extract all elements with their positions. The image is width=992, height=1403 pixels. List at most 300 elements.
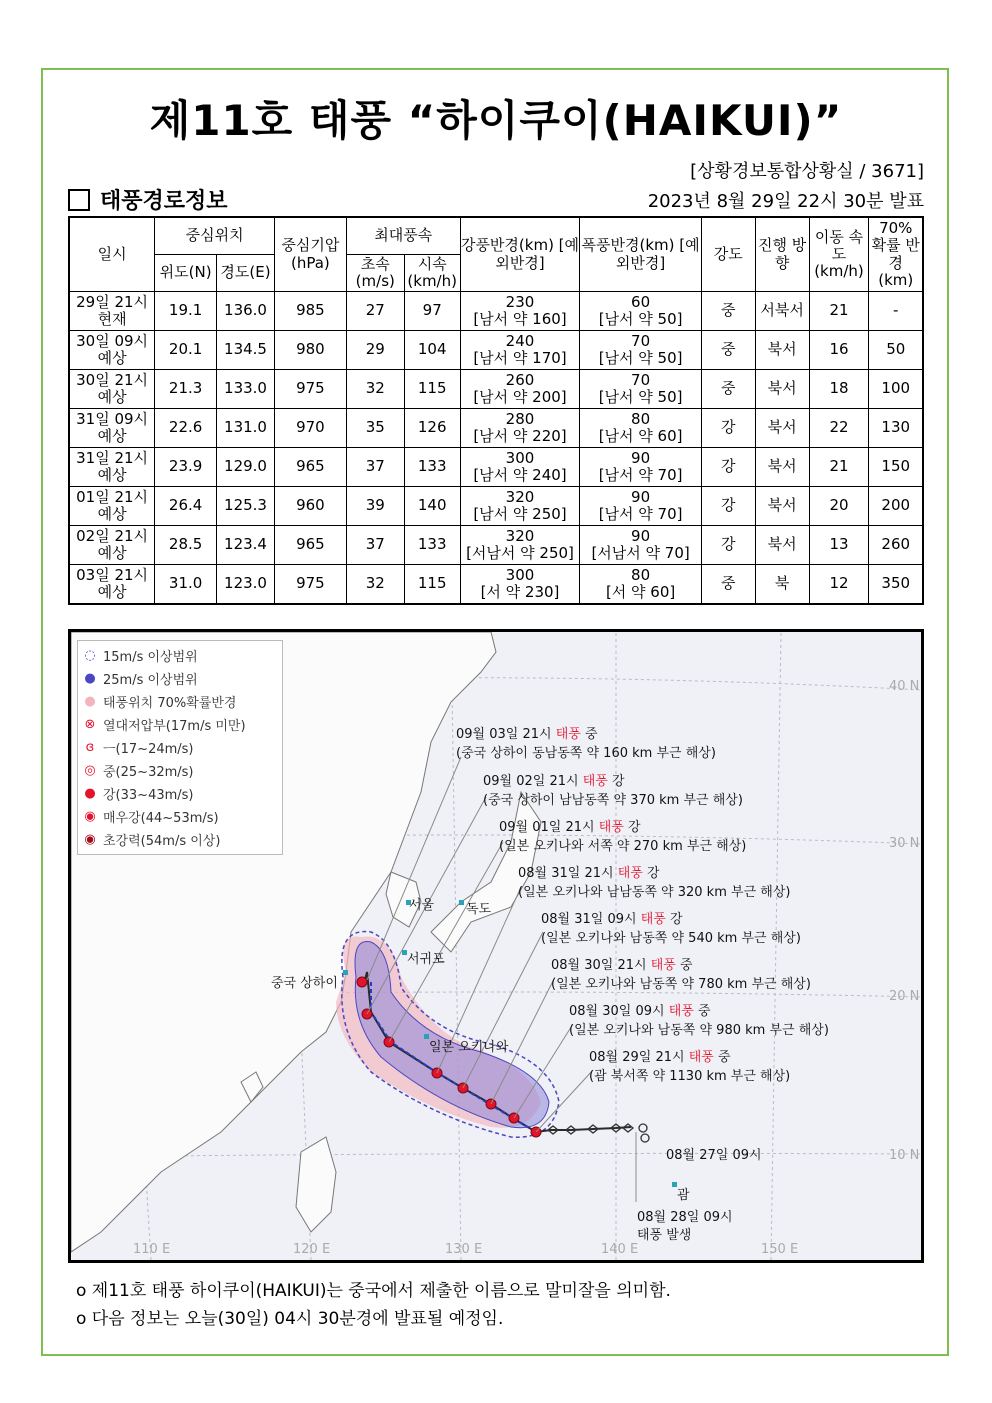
track-label-desc: (일본 오키나와 남남동쪽 약 320 km 부근 해상) — [518, 885, 791, 900]
track-label-desc: (일본 오키나와 남동쪽 약 540 km 부근 해상) — [541, 931, 801, 946]
date-cell-sub: 예상 — [97, 349, 127, 367]
ms-cell — [346, 370, 404, 409]
direction-cell — [755, 331, 809, 370]
intensity-cell-value: 강 — [721, 457, 736, 476]
speed-cell — [809, 526, 869, 565]
header-prob-radius: 70% 확률 반경 (km) — [869, 217, 923, 292]
pressure-cell-value: 965 — [296, 535, 325, 554]
storm-cell-sub: [남서 약 70] — [598, 466, 683, 484]
strong-cell-sub: [남서 약 240] — [473, 466, 567, 484]
date-cell — [69, 331, 155, 370]
header-max-wind: 최대풍속 — [346, 217, 460, 255]
date-cell — [69, 409, 155, 448]
intensity-cell-value: 강 — [721, 535, 736, 554]
speed-cell — [809, 292, 869, 331]
date-cell — [69, 526, 155, 565]
date-cell-value: 31일 21시 — [76, 448, 149, 467]
table-row — [69, 487, 923, 526]
lon-cell — [217, 370, 275, 409]
ms-cell — [346, 487, 404, 526]
storm-cell-sub: [남서 약 50] — [598, 388, 683, 406]
speed-cell — [809, 370, 869, 409]
storm-cell — [580, 565, 702, 605]
storm-cell — [580, 331, 702, 370]
kmh-cell — [404, 526, 460, 565]
strong-cell-sub: [남서 약 160] — [473, 310, 567, 328]
lat-cell-value: 21.3 — [168, 379, 203, 398]
lon-cell — [217, 487, 275, 526]
prob-cell — [869, 565, 923, 605]
strong-cell-value: 230 — [505, 292, 535, 311]
header-time: 일시 — [69, 217, 155, 292]
track-label — [569, 1000, 829, 1038]
date-cell — [69, 292, 155, 331]
lat-cell-value: 20.1 — [168, 340, 203, 359]
table-row — [69, 331, 923, 370]
storm-cell-sub: [남서 약 70] — [598, 505, 683, 523]
pressure-cell — [274, 370, 346, 409]
strong-cell — [460, 487, 580, 526]
track-label-desc: (괌 북서쪽 약 1130 km 부근 해상) — [589, 1069, 791, 1084]
date-cell-sub: 예상 — [97, 505, 127, 523]
speed-cell-value: 16 — [829, 340, 849, 359]
intensity-cell-value: 강 — [721, 496, 736, 515]
lon-cell — [217, 565, 275, 605]
pressure-cell — [274, 292, 346, 331]
track-label-time: 08월 31일 21시 — [518, 866, 618, 881]
prob-cell — [869, 370, 923, 409]
lat-cell — [155, 370, 217, 409]
header-strong-radius: 강풍반경(km) [예외반경] — [460, 217, 580, 292]
table-row — [69, 409, 923, 448]
ms-cell-value: 32 — [365, 379, 385, 398]
lat-cell — [155, 526, 217, 565]
track-label-desc: (일본 오키나와 남동쪽 약 780 km 부근 해상) — [551, 977, 811, 992]
direction-cell — [755, 526, 809, 565]
lon-cell — [217, 331, 275, 370]
track-label-desc: (중국 상하이 남남동쪽 약 370 km 부근 해상) — [483, 793, 743, 808]
storm-cell — [580, 448, 702, 487]
legend-item: ◌ 15m/s 이상범위 — [82, 644, 278, 667]
header-pressure: 중심기압 (hPa) — [274, 217, 346, 292]
lon-label: 150 E — [761, 1242, 799, 1257]
dokdo-marker — [459, 900, 464, 905]
speed-cell-value: 22 — [829, 418, 849, 437]
date-cell-sub: 예상 — [97, 388, 127, 406]
blue-circle-icon: ● — [84, 671, 96, 686]
note-2: o 다음 정보는 오늘(30일) 04시 30분경에 발표될 예정임. — [76, 1309, 504, 1329]
track-label-grade: 강 — [665, 912, 683, 927]
direction-cell — [755, 409, 809, 448]
track-label-time: 09월 02일 21시 — [483, 774, 583, 789]
date-cell-value: 02일 21시 — [76, 526, 149, 545]
track-label-grade: 중 — [693, 1004, 711, 1019]
header-lon: 경도(E) — [217, 255, 275, 292]
speed-cell-value: 20 — [829, 496, 849, 515]
lon-cell — [217, 448, 275, 487]
intensity-cell-value: 중 — [721, 340, 736, 359]
track-label-grade: 강 — [607, 774, 625, 789]
track-label-type: 태풍 — [640, 912, 666, 927]
track-table — [68, 216, 924, 605]
speed-cell — [809, 409, 869, 448]
lat-cell-value: 22.6 — [168, 418, 203, 437]
date-cell-sub: 예상 — [97, 466, 127, 484]
strong-cell — [460, 292, 580, 331]
kmh-cell — [404, 331, 460, 370]
direction-cell-value: 북서 — [767, 457, 797, 476]
typhoon-map — [68, 629, 924, 1263]
track-label — [551, 954, 811, 992]
strong-cell-value: 240 — [505, 331, 535, 350]
storm-cell-value: 80 — [631, 565, 651, 584]
note-1: o 제11호 태풍 하이쿠이(HAIKUI)는 중국에서 제출한 이름으로 말미잘을 의미함. — [76, 1281, 671, 1301]
kmh-cell-value: 126 — [417, 418, 447, 437]
direction-cell — [755, 448, 809, 487]
pressure-cell — [274, 565, 346, 605]
storm-cell — [580, 487, 702, 526]
prob-cell-value: 260 — [881, 535, 911, 554]
lat-cell-value: 31.0 — [168, 574, 203, 593]
legend-item: ● 강(33~43m/s) — [82, 782, 278, 805]
date-cell-sub: 예상 — [97, 427, 127, 445]
dotted-circle-icon: ◌ — [84, 648, 96, 663]
strong-cell-value: 260 — [505, 370, 535, 389]
table-row — [69, 565, 923, 605]
header-speed: 이동 속도 (km/h) — [809, 217, 869, 292]
intensity-cell — [701, 409, 755, 448]
intensity-cell — [701, 487, 755, 526]
lon-cell-value: 125.3 — [224, 496, 267, 515]
date-cell-sub: 예상 — [97, 583, 127, 601]
strong-cell-sub: [서 약 230] — [480, 583, 560, 601]
intensity-cell — [701, 565, 755, 605]
lat-label: 10 N — [889, 1148, 920, 1163]
pressure-cell-value: 980 — [296, 340, 325, 359]
ms-cell-value: 37 — [365, 535, 385, 554]
ms-cell — [346, 565, 404, 605]
legend-item: ◉ 매우강(44~53m/s) — [82, 805, 278, 828]
lat-cell — [155, 409, 217, 448]
lon-cell-value: 133.0 — [224, 379, 267, 398]
lon-cell-value: 136.0 — [224, 301, 267, 320]
prob-cell — [869, 487, 923, 526]
track-label-grade: 강 — [642, 866, 660, 881]
header-lat: 위도(N) — [155, 255, 217, 292]
track-label-time: 08월 30일 09시 — [569, 1004, 669, 1019]
lat-label: 20 N — [889, 989, 920, 1004]
pressure-cell — [274, 448, 346, 487]
pressure-cell-value: 975 — [296, 574, 325, 593]
kmh-cell-value: 133 — [417, 457, 447, 476]
place-shanghai: 중국 상하이 — [271, 976, 338, 991]
prob-cell — [869, 292, 923, 331]
track-label — [541, 908, 801, 946]
lat-cell-value: 23.9 — [168, 457, 203, 476]
prob-cell-value: 130 — [881, 418, 911, 437]
kmh-cell-value: 104 — [417, 340, 447, 359]
strong-cell — [460, 370, 580, 409]
track-label-type: 태풍 — [668, 1004, 694, 1019]
date-cell — [69, 487, 155, 526]
prob-cell-value: 350 — [881, 574, 911, 593]
strong-cell — [460, 526, 580, 565]
speed-cell-value: 18 — [829, 379, 849, 398]
lat-cell-value: 28.5 — [168, 535, 203, 554]
intensity-cell — [701, 370, 755, 409]
legend-item: ● 태풍위치 70%확률반경 — [82, 690, 278, 713]
storm-cell-value: 70 — [631, 331, 651, 350]
date-cell-value: 30일 21시 — [76, 370, 149, 389]
strong-cell-sub: [남서 약 220] — [473, 427, 567, 445]
storm-cell — [580, 409, 702, 448]
lon-cell — [217, 409, 275, 448]
header-direction: 진행 방향 — [755, 217, 809, 292]
prob-cell-value: 150 — [881, 457, 911, 476]
strong-cell-sub: [남서 약 250] — [473, 505, 567, 523]
strong-cell — [460, 331, 580, 370]
map-legend — [77, 640, 283, 855]
lon-cell-value: 129.0 — [224, 457, 267, 476]
storm-cell-sub: [서남서 약 70] — [591, 544, 690, 562]
speed-cell — [809, 565, 869, 605]
ms-cell-value: 29 — [365, 340, 385, 359]
storm-cell-sub: [남서 약 50] — [598, 310, 683, 328]
track-label-type: 태풍 — [598, 820, 624, 835]
ms-cell-value: 27 — [365, 301, 385, 320]
storm-cell — [580, 526, 702, 565]
track-label-desc: (일본 오키나와 서쪽 약 270 km 부근 해상) — [499, 839, 747, 854]
typhoon-strong-icon: ● — [84, 786, 96, 801]
pressure-cell-value: 960 — [296, 496, 325, 515]
legend-item: ● 25m/s 이상범위 — [82, 667, 278, 690]
storm-cell-value: 90 — [631, 526, 651, 545]
x-circle-icon: ⊗ — [84, 717, 96, 732]
table-row — [69, 526, 923, 565]
typhoon-medium-icon: ◎ — [84, 763, 96, 778]
strong-cell-value: 300 — [505, 565, 535, 584]
pressure-cell-value: 985 — [296, 301, 325, 320]
date-cell-sub: 현재 — [97, 310, 127, 328]
direction-cell-value: 북 — [774, 574, 790, 593]
intensity-cell-value: 중 — [721, 574, 736, 593]
place-okinawa: 일본 오키나와 — [429, 1040, 509, 1055]
prob-cell-value: 100 — [881, 379, 911, 398]
track-label-type: 태풍 — [582, 774, 608, 789]
kmh-cell — [404, 409, 460, 448]
track-label — [518, 862, 790, 900]
ms-cell-value: 35 — [365, 418, 385, 437]
intensity-cell — [701, 448, 755, 487]
lat-cell — [155, 331, 217, 370]
table-row — [69, 370, 923, 409]
track-label-grade: 중 — [580, 727, 598, 742]
storm-cell-sub: [남서 약 60] — [598, 427, 683, 445]
table-row — [69, 292, 923, 331]
speed-cell-value: 21 — [829, 301, 849, 320]
speed-cell-value: 21 — [829, 457, 849, 476]
track-label — [499, 816, 746, 854]
track-label-time: 09월 01일 21시 — [499, 820, 599, 835]
intensity-cell — [701, 526, 755, 565]
lon-cell-value: 123.4 — [224, 535, 267, 554]
ms-cell — [346, 409, 404, 448]
lat-cell — [155, 448, 217, 487]
lon-label: 130 E — [445, 1242, 483, 1257]
lon-label: 110 E — [133, 1242, 171, 1257]
legend-item: ◎ 중(25~32m/s) — [82, 759, 278, 782]
prob-cell — [869, 448, 923, 487]
direction-cell — [755, 370, 809, 409]
strong-cell-value: 300 — [505, 448, 535, 467]
track-label — [456, 723, 716, 761]
prob-cell — [869, 526, 923, 565]
speed-cell — [809, 448, 869, 487]
ms-cell — [346, 331, 404, 370]
lon-cell — [217, 526, 275, 565]
ms-cell — [346, 448, 404, 487]
kmh-cell-value: 115 — [417, 574, 447, 593]
pressure-cell — [274, 487, 346, 526]
strong-cell — [460, 448, 580, 487]
direction-cell — [755, 487, 809, 526]
place-seoul: 서울 — [409, 898, 435, 913]
header-intensity: 강도 — [701, 217, 755, 292]
department-label: [상황경보통합상황실 / 3671] — [690, 161, 924, 182]
track-label-type: 태풍 — [555, 727, 581, 742]
header-storm-radius: 폭풍반경(km) [예외반경] — [580, 217, 702, 292]
date-cell-value: 01일 21시 — [76, 487, 149, 506]
track-label-type: 태풍 — [617, 866, 643, 881]
section-heading — [68, 184, 228, 215]
intensity-cell-value: 중 — [721, 379, 736, 398]
kmh-cell-value: 140 — [417, 496, 447, 515]
past-label-2: 08월 28일 09시 — [637, 1210, 733, 1225]
track-label-grade: 중 — [675, 958, 693, 973]
storm-cell-value: 80 — [631, 409, 651, 428]
ms-cell — [346, 292, 404, 331]
past-positions — [548, 1124, 649, 1142]
storm-cell-value: 60 — [631, 292, 651, 311]
speed-cell-value: 13 — [829, 535, 849, 554]
date-cell-value: 29일 21시 — [76, 292, 149, 311]
date-cell-value: 03일 21시 — [76, 565, 149, 584]
legend-item: ⊗ 열대저압부(17m/s 미만) — [82, 713, 278, 736]
lon-cell-value: 131.0 — [224, 418, 267, 437]
typhoon-verystrong-icon: ◉ — [84, 809, 96, 824]
storm-cell-value: 90 — [631, 487, 651, 506]
pressure-cell-value: 970 — [296, 418, 325, 437]
kmh-cell — [404, 487, 460, 526]
lon-label: 120 E — [293, 1242, 331, 1257]
storm-cell-value: 70 — [631, 370, 651, 389]
track-label-type: 태풍 — [650, 958, 676, 973]
kmh-cell-value: 115 — [417, 379, 447, 398]
track-label-time: 09월 03일 21시 — [456, 727, 556, 742]
kmh-cell-value: 133 — [417, 535, 447, 554]
kmh-cell — [404, 565, 460, 605]
pressure-cell-value: 965 — [296, 457, 325, 476]
track-label-grade: 중 — [713, 1050, 731, 1065]
lat-cell-value: 26.4 — [168, 496, 203, 515]
section-title: 태풍경로정보 — [100, 189, 228, 214]
issued-time: 2023년 8월 29일 22시 30분 발표 — [647, 191, 924, 212]
legend-item: ◉ 초강력(54m/s 이상) — [82, 828, 278, 851]
direction-cell-value: 북서 — [767, 496, 797, 515]
direction-cell-value: 북서 — [767, 535, 797, 554]
track-label-grade: 강 — [623, 820, 641, 835]
legend-item: ɞ ㅡ(17~24m/s) — [82, 736, 278, 759]
place-guam: 괌 — [677, 1188, 690, 1203]
place-dokdo: 독도 — [466, 902, 492, 917]
strong-cell-value: 320 — [505, 526, 535, 545]
typhoon-weak-icon: ɞ — [85, 740, 95, 755]
speed-cell — [809, 331, 869, 370]
past-label-1: 08월 27일 09시 — [666, 1148, 762, 1163]
strong-cell-value: 280 — [505, 409, 535, 428]
kmh-cell — [404, 448, 460, 487]
ms-cell — [346, 526, 404, 565]
track-label-time: 08월 29일 21시 — [589, 1050, 689, 1065]
ms-cell-value: 37 — [365, 457, 385, 476]
lat-label: 30 N — [889, 836, 920, 851]
date-cell-sub: 예상 — [97, 544, 127, 562]
intensity-cell-value: 강 — [721, 418, 736, 437]
lon-cell — [217, 292, 275, 331]
pressure-cell-value: 975 — [296, 379, 325, 398]
prob-cell — [869, 409, 923, 448]
track-label-desc: (일본 오키나와 남동쪽 약 980 km 부근 해상) — [569, 1023, 829, 1038]
intensity-cell-value: 중 — [721, 301, 736, 320]
pink-circle-icon: ● — [84, 694, 96, 709]
place-seogwipo: 서귀포 — [407, 952, 445, 967]
storm-cell-sub: [남서 약 50] — [598, 349, 683, 367]
past-label-2b: 태풍 발생 — [637, 1228, 692, 1243]
prob-cell — [869, 331, 923, 370]
direction-cell — [755, 565, 809, 605]
ms-cell-value: 39 — [365, 496, 385, 515]
direction-cell-value: 북서 — [767, 418, 797, 437]
prob-cell-value: - — [893, 301, 899, 320]
date-cell-value: 30일 09시 — [76, 331, 149, 350]
strong-cell-sub: [서남서 약 250] — [466, 544, 574, 562]
pressure-cell — [274, 526, 346, 565]
track-label — [589, 1046, 790, 1084]
table-row — [69, 448, 923, 487]
storm-cell-value: 90 — [631, 448, 651, 467]
speed-cell-value: 12 — [829, 574, 849, 593]
ms-cell-value: 32 — [365, 574, 385, 593]
prob-cell-value: 50 — [886, 340, 906, 359]
intensity-cell — [701, 292, 755, 331]
strong-cell-sub: [남서 약 170] — [473, 349, 567, 367]
date-cell-value: 31일 09시 — [76, 409, 149, 428]
intensity-cell — [701, 331, 755, 370]
strong-cell — [460, 409, 580, 448]
track-label-desc: (중국 상하이 동남동쪽 약 160 km 부근 해상) — [456, 746, 716, 761]
lon-cell-value: 123.0 — [224, 574, 267, 593]
lon-label: 140 E — [601, 1242, 639, 1257]
storm-cell-sub: [서 약 60] — [605, 583, 676, 601]
direction-cell-value: 북서 — [767, 379, 797, 398]
lat-cell — [155, 487, 217, 526]
strong-cell-value: 320 — [505, 487, 535, 506]
lat-cell — [155, 565, 217, 605]
header-ms: 초속 (m/s) — [346, 255, 404, 292]
header-center: 중심위치 — [155, 217, 275, 255]
header-kmh: 시속 (km/h) — [404, 255, 460, 292]
date-cell — [69, 370, 155, 409]
